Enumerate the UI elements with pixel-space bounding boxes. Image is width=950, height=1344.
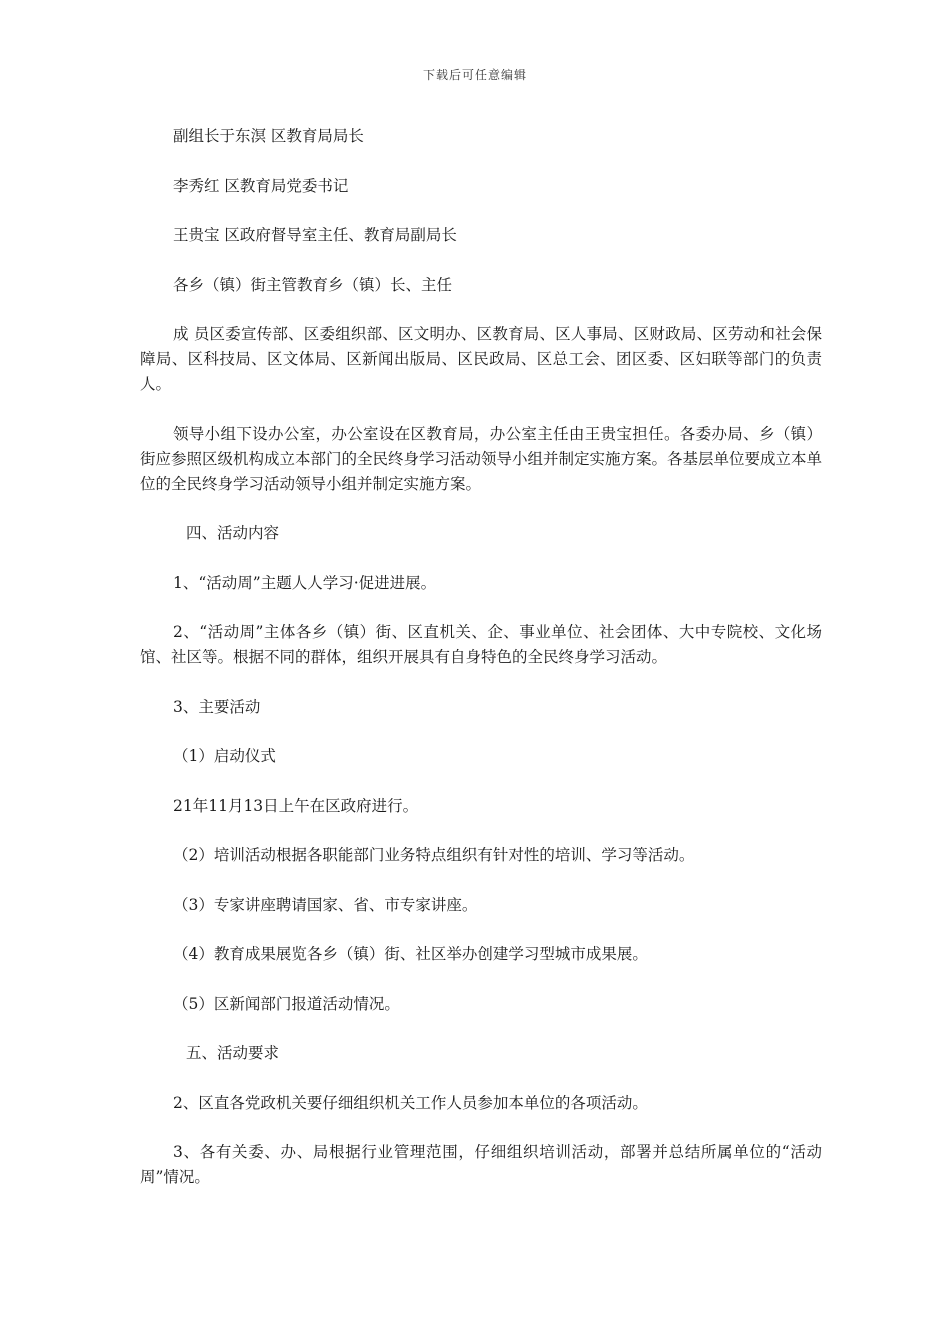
paragraph-launch-ceremony: （1）启动仪式 (173, 747, 276, 765)
paragraph-main-activities: 3、主要活动 (173, 697, 261, 716)
header-note: 下载后可任意编辑 (422, 68, 527, 82)
paragraph-requirement-2: 2、区直各党政机关要仔细组织机关工作人员参加本单位的各项活动。 (173, 1093, 648, 1112)
paragraph-deputy-leader: 副组长于东溟 区教育局局长 (173, 127, 364, 145)
paragraph-supervision-director: 王贵宝 区政府督导室主任、教育局副局长 (173, 226, 457, 244)
paragraph-requirement-3: 3、各有关委、办、局根据行业管理范围，仔细组织培训活动，部署并总结所属单位的“活动周”情况。 (140, 1143, 822, 1186)
section-heading-activity-content: 四、活动内容 (186, 524, 280, 542)
paragraph-members: 成 员区委宣传部、区委组织部、区文明办、区教育局、区人事局、区财政局、区劳动和社会保障局、区科技局、区文体局、区新闻出版局、区民政局、区总工会、团区委、区妇联等部门的负责人。 (140, 325, 822, 393)
paragraph-office: 领导小组下设办公室，办公室设在区教育局，办公室主任由王贵宝担任。各委办局、乡（镇）街应参照区级机构成立本部门的全民终身学习活动领导小组并制定实施方案。各基层单位要成立本单位的全民终身学习活动领导小组并制定实施方案。 (140, 424, 823, 493)
document-body (140, 124, 822, 1215)
section-heading-requirements: 五、活动要求 (186, 1044, 280, 1062)
paragraph-training: （2）培训活动根据各职能部门业务特点组织有针对性的培训、学习等活动。 (173, 846, 695, 864)
paragraph-theme: 1、“活动周”主题人人学习·促进进展。 (173, 573, 437, 592)
paragraph-township-heads: 各乡（镇）街主管教育乡（镇）长、主任 (173, 275, 453, 294)
paragraph-news-report: （5）区新闻部门报道活动情况。 (173, 994, 400, 1013)
paragraph-launch-date: 21年11月13日上午在区政府进行。 (173, 796, 419, 815)
paragraph-expert-lectures: （3）专家讲座聘请国家、省、市专家讲座。 (173, 895, 478, 914)
paragraph-participants: 2、“活动周”主体各乡（镇）街、区直机关、企、事业单位、社会团体、大中专院校、文化场馆、社区等。根据不同的群体，组织开展具有自身特色的全民终身学习活动。 (140, 623, 822, 666)
paragraph-party-secretary: 李秀红 区教育局党委书记 (173, 176, 349, 195)
paragraph-exhibition: （4）教育成果展览各乡（镇）街、社区举办创建学习型城市成果展。 (173, 945, 648, 963)
